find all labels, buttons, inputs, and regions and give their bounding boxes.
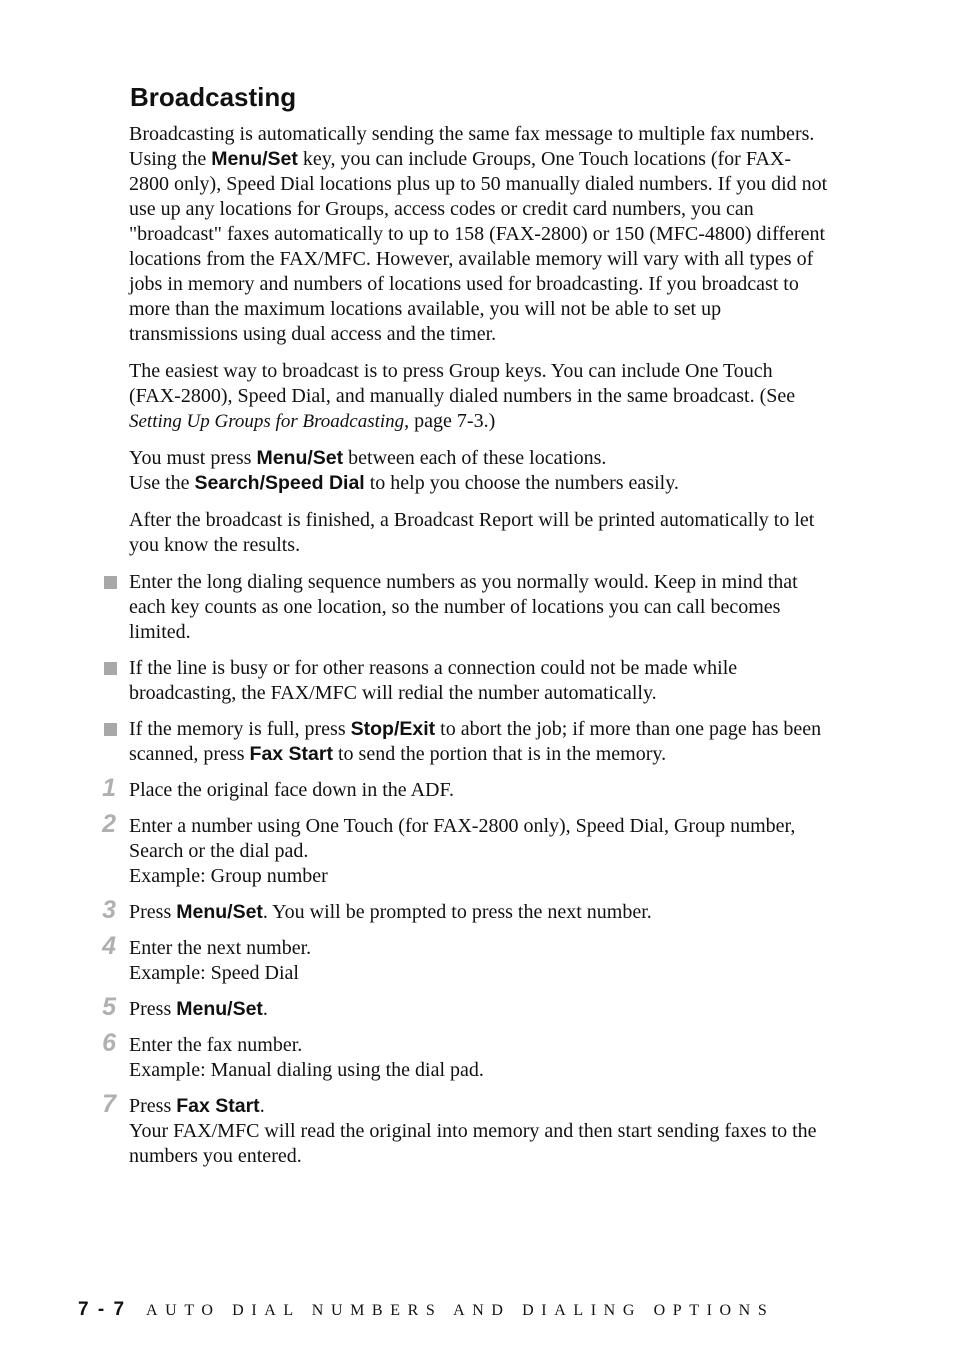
step-number: 7 — [102, 1090, 116, 1118]
step-number: 5 — [102, 993, 116, 1021]
key-name: Menu/Set — [176, 901, 263, 923]
step-item: 2 Enter a number using One Touch (for FAX-2800 only), Speed Dial, Group number, Search or the dial pad. Example: Group number — [129, 814, 829, 889]
note-bullet-icon — [104, 576, 117, 589]
key-name: Menu/Set — [256, 447, 344, 469]
page-number: 7 - 7 — [78, 1299, 127, 1320]
group-keys-paragraph: The easiest way to broadcast is to press Group keys. You can include One Touch (FAX-2800), Speed Dial, and manually dialed numbers in the same broadcast. (See Setting Up Groups for Broadcasting, page 7-3.) — [129, 360, 796, 432]
key-name: Menu/Set — [176, 998, 263, 1020]
page-footer — [78, 1297, 774, 1324]
step-item: 3 Press Menu/Set. You will be prompted to press the next number. — [129, 900, 829, 925]
key-name: Stop/Exit — [350, 718, 436, 740]
step-number: 1 — [102, 774, 116, 802]
step-number: 2 — [102, 810, 116, 838]
chapter-title: AUTO DIAL NUMBERS AND DIALING OPTIONS — [146, 1302, 775, 1319]
note-item: If the line is busy or for other reasons a connection could not be made while broadcasting, the FAX/MFC will redial the number automatically. — [129, 656, 829, 706]
step-number: 6 — [102, 1029, 116, 1057]
step-number: 4 — [102, 932, 116, 960]
note-bullet-icon — [104, 662, 117, 675]
cross-reference: Setting Up Groups for Broadcasting — [129, 411, 405, 432]
report-paragraph: After the broadcast is finished, a Broadcast Report will be printed automatically to let you know the results. — [129, 509, 815, 556]
key-name: Fax Start — [176, 1095, 260, 1117]
note-bullet-icon — [104, 723, 117, 736]
step-number: 3 — [102, 896, 116, 924]
note-item: Enter the long dialing sequence numbers as you normally would. Keep in mind that each key counts as one location, so the number of locations you can call becomes limited. — [129, 570, 829, 645]
menu-set-paragraph: You must press Menu/Set between each of these locations. Use the Search/Speed Dial to help you choose the numbers easily. — [129, 447, 679, 494]
step-item: 1 Place the original face down in the ADF. — [129, 778, 829, 803]
key-name: Fax Start — [249, 743, 333, 765]
section-body — [102, 122, 829, 1180]
intro-paragraph: Broadcasting is automatically sending the same fax message to multiple fax numbers. Using the Menu/Set key, you can include Groups, One Touch locations (for FAX-2800 only), Speed Dial locations plus up to 50 manually dialed numbers. If you did not use up any locations for Groups, access codes or credit card numbers, you can "broadcast" faxes automatically to up to 158 (FAX-2800) or 150 (MFC-4800) different locations from the FAX/MFC. However, available memory will vary with all types of jobs in memory and numbers of locations used for broadcasting. If you broadcast to more than the maximum locations available, you will not be able to set up transmissions using dual access and the timer. — [129, 123, 828, 345]
key-name: Menu/Set — [211, 148, 298, 170]
section-heading: Broadcasting — [130, 82, 297, 112]
step-item: 6 Enter the fax number. Example: Manual dialing using the dial pad. — [129, 1033, 829, 1083]
key-name: Search/Speed Dial — [194, 472, 365, 494]
step-item: 7 Press Fax Start. Your FAX/MFC will read the original into memory and then start sending faxes to the numbers you entered. — [129, 1094, 829, 1169]
step-item: 4 Enter the next number. Example: Speed Dial — [129, 936, 829, 986]
step-item: 5 Press Menu/Set. — [129, 997, 829, 1022]
note-item: If the memory is full, press Stop/Exit to abort the job; if more than one page has been scanned, press Fax Start to send the portion that is in the memory. — [129, 717, 829, 767]
